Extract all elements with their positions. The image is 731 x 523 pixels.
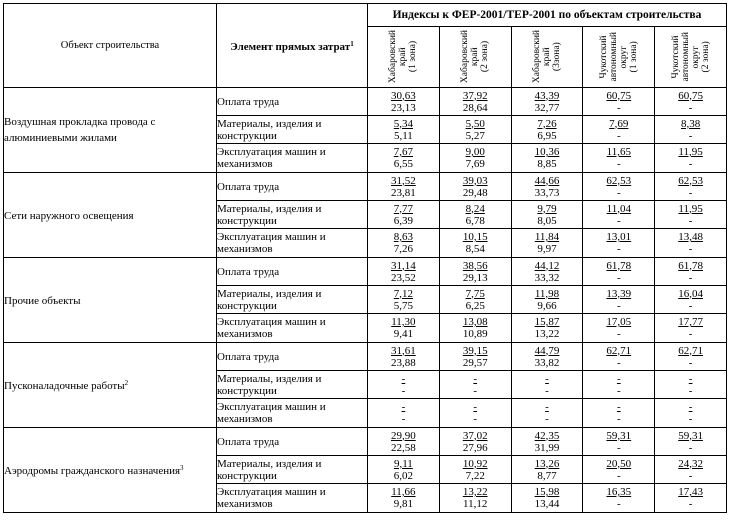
index-cell xyxy=(511,144,583,173)
index-value-lower: - xyxy=(616,158,621,170)
region-header xyxy=(583,27,655,88)
cost-element: Эксплуатация машин и механизмов xyxy=(217,399,368,428)
cost-element: Эксплуатация машин и механизмов xyxy=(217,314,368,343)
index-cell xyxy=(583,428,655,456)
index-cell xyxy=(511,343,583,371)
index-cell xyxy=(583,258,655,286)
index-value-upper: - xyxy=(473,401,478,413)
index-value-upper: 61,78 xyxy=(678,259,703,272)
index-value-lower: 27,96 xyxy=(462,441,488,454)
footnote-mark: 2 xyxy=(124,379,129,387)
index-value-upper: 61,78 xyxy=(606,259,632,272)
index-value-lower: 8,85 xyxy=(537,158,557,170)
index-value-lower: 9,81 xyxy=(393,498,414,510)
index-cell xyxy=(511,286,583,314)
index-cell xyxy=(439,173,511,201)
index-value-lower: - xyxy=(616,186,621,199)
index-cell xyxy=(439,399,511,428)
index-cell xyxy=(439,201,511,229)
index-value-lower: - xyxy=(473,413,478,425)
cost-element: Оплата труда xyxy=(217,428,368,456)
index-value-lower: 33,73 xyxy=(534,186,560,199)
index-value-upper: 7,75 xyxy=(465,287,485,300)
index-value-upper: - xyxy=(616,372,621,385)
index-value-upper: 37,92 xyxy=(462,89,488,102)
index-value-lower: 8,05 xyxy=(537,214,557,227)
cost-element: Материалы, изделия и конструкции xyxy=(217,201,368,229)
table-row xyxy=(4,343,727,371)
index-cell xyxy=(655,173,727,201)
index-value-lower: 28,64 xyxy=(462,101,488,114)
index-value-upper: - xyxy=(545,401,549,413)
index-cell xyxy=(583,343,655,371)
index-cell xyxy=(511,116,583,144)
index-value-upper: 60,75 xyxy=(678,89,703,102)
index-value-upper: 44,79 xyxy=(534,344,560,357)
object-name: Аэродромы гражданского назначения xyxy=(4,465,181,477)
index-value-upper: 31,14 xyxy=(391,259,416,272)
index-value-upper: 17,43 xyxy=(678,486,703,498)
index-value-lower: - xyxy=(688,328,693,340)
index-value-lower: - xyxy=(616,384,621,397)
index-value-upper: 11,98 xyxy=(534,287,560,300)
index-cell xyxy=(511,173,583,201)
index-value-upper: - xyxy=(473,372,478,385)
table-row xyxy=(4,88,727,116)
cost-element: Эксплуатация машин и механизмов xyxy=(217,484,368,513)
index-value-lower: 23,88 xyxy=(391,356,416,369)
index-cell xyxy=(655,314,727,343)
index-value-lower: 23,81 xyxy=(391,186,416,199)
index-value-lower: - xyxy=(616,498,621,510)
index-value-upper: 60,75 xyxy=(606,89,632,102)
object-name: Пусконаладочные работы xyxy=(4,380,125,392)
index-cell xyxy=(583,201,655,229)
index-value-lower: - xyxy=(616,328,621,340)
table-header xyxy=(4,4,727,88)
index-cell xyxy=(368,286,440,314)
region-label: Хабаровский край (1 зона) xyxy=(388,30,419,84)
index-cell xyxy=(439,428,511,456)
index-value-lower: 6,25 xyxy=(465,299,485,312)
index-cell xyxy=(439,456,511,484)
index-value-lower: - xyxy=(473,384,478,397)
index-value-upper: 11,84 xyxy=(534,231,560,243)
index-cell xyxy=(583,456,655,484)
cost-element: Оплата труда xyxy=(217,173,368,201)
index-cell xyxy=(655,201,727,229)
index-value-upper: 7,69 xyxy=(609,117,629,130)
index-value-upper: - xyxy=(545,372,549,385)
index-value-upper: 37,02 xyxy=(462,429,488,442)
index-value-lower: - xyxy=(688,356,693,369)
index-value-upper: 11,04 xyxy=(606,202,631,215)
footnote-mark: 3 xyxy=(180,464,184,472)
index-cell xyxy=(368,456,440,484)
cost-element: Материалы, изделия и конструкции xyxy=(217,371,368,399)
index-cell xyxy=(655,371,727,399)
index-cell xyxy=(368,371,440,399)
index-value-upper: 62,53 xyxy=(606,174,632,187)
index-value-upper: 62,71 xyxy=(606,344,632,357)
index-cell xyxy=(655,144,727,173)
object-column-header: Объект строительства xyxy=(4,4,217,88)
index-value-lower: - xyxy=(688,271,693,284)
index-cell xyxy=(583,371,655,399)
index-value-lower: 7,69 xyxy=(465,158,485,170)
index-value-upper: 30,63 xyxy=(391,89,416,102)
index-value-lower: - xyxy=(688,299,693,312)
index-value-lower: 31,99 xyxy=(534,441,560,454)
index-cell xyxy=(655,116,727,144)
index-value-lower: 6,55 xyxy=(393,158,414,170)
object-name-cell xyxy=(4,173,217,258)
index-cell xyxy=(583,229,655,258)
index-cell xyxy=(439,371,511,399)
index-value-lower: 10,89 xyxy=(462,328,488,340)
index-cell xyxy=(583,173,655,201)
index-value-upper: 10,15 xyxy=(462,231,488,243)
index-cell xyxy=(368,314,440,343)
index-value-upper: 17,05 xyxy=(606,316,632,328)
index-cell xyxy=(439,144,511,173)
element-column-header xyxy=(217,4,368,88)
index-cell xyxy=(368,173,440,201)
cost-element: Оплата труда xyxy=(217,88,368,116)
object-name: Воздушная прокладка провода с алюминиевыми жилами xyxy=(4,115,156,144)
index-value-upper: 13,01 xyxy=(606,231,632,243)
index-value-upper: 62,71 xyxy=(678,344,703,357)
index-value-lower: - xyxy=(401,413,406,425)
index-value-upper: 13,26 xyxy=(534,457,560,470)
index-value-lower: - xyxy=(688,498,693,510)
index-cell xyxy=(511,456,583,484)
index-value-upper: 44,66 xyxy=(534,174,560,187)
index-value-upper: 43,39 xyxy=(534,89,560,102)
index-cell xyxy=(655,456,727,484)
index-value-lower: 33,32 xyxy=(534,271,560,284)
index-value-lower: - xyxy=(545,413,549,425)
index-value-upper: 44,12 xyxy=(534,259,560,272)
region-header xyxy=(655,27,727,88)
index-cell xyxy=(368,428,440,456)
index-cell xyxy=(511,314,583,343)
index-value-upper: - xyxy=(688,372,693,385)
table-body xyxy=(4,88,727,513)
index-value-upper: 20,50 xyxy=(606,457,632,470)
index-value-upper: 10,92 xyxy=(462,457,488,470)
index-value-upper: 7,77 xyxy=(393,202,414,215)
table-row xyxy=(4,428,727,456)
index-value-upper: 7,67 xyxy=(393,146,414,158)
index-value-upper: 11,95 xyxy=(678,202,703,215)
index-value-upper: 59,31 xyxy=(606,429,632,442)
index-value-lower: - xyxy=(616,299,621,312)
index-value-lower: 13,22 xyxy=(534,328,560,340)
region-label: Чукотский автономный округ (1 зона) xyxy=(598,32,639,82)
index-value-lower: 7,26 xyxy=(393,243,414,255)
index-value-lower: - xyxy=(616,413,621,425)
index-value-upper: 42,35 xyxy=(534,429,560,442)
object-name-cell xyxy=(4,258,217,343)
index-cell xyxy=(655,88,727,116)
index-value-lower: - xyxy=(688,101,693,114)
cost-element: Оплата труда xyxy=(217,258,368,286)
index-value-upper: 13,22 xyxy=(462,486,488,498)
index-cell xyxy=(511,88,583,116)
index-cell xyxy=(439,88,511,116)
index-value-lower: - xyxy=(616,469,621,482)
index-value-lower: - xyxy=(688,441,693,454)
region-label: Хабаровский край (3зона) xyxy=(531,30,562,84)
index-cell xyxy=(511,371,583,399)
index-value-upper: 29,90 xyxy=(391,429,416,442)
index-value-lower: 5,27 xyxy=(465,129,485,142)
index-value-upper: 11,65 xyxy=(606,146,631,158)
index-cell xyxy=(368,484,440,513)
element-column-header-text: Элемент прямых затрат xyxy=(230,41,351,53)
index-cell xyxy=(655,484,727,513)
index-value-lower: 29,48 xyxy=(462,186,488,199)
footnote-mark: 1 xyxy=(350,40,354,48)
index-value-lower: 33,82 xyxy=(534,356,560,369)
index-cell xyxy=(368,343,440,371)
index-cell xyxy=(439,258,511,286)
index-cell xyxy=(368,201,440,229)
index-value-lower: - xyxy=(401,384,406,397)
index-value-upper: 59,31 xyxy=(678,429,703,442)
index-value-upper: 13,08 xyxy=(462,316,488,328)
index-value-upper: 7,26 xyxy=(537,117,557,130)
index-value-lower: - xyxy=(688,243,693,255)
region-header xyxy=(368,27,440,88)
index-value-lower: 32,77 xyxy=(534,101,560,114)
index-value-lower: - xyxy=(688,158,693,170)
index-value-upper: 7,12 xyxy=(393,287,414,300)
index-value-upper: 10,36 xyxy=(534,146,560,158)
index-cell xyxy=(583,116,655,144)
index-value-lower: - xyxy=(616,356,621,369)
index-value-lower: - xyxy=(688,186,693,199)
index-cell xyxy=(511,201,583,229)
index-value-lower: 22,58 xyxy=(391,441,416,454)
index-value-upper: 9,11 xyxy=(393,457,413,470)
index-cell xyxy=(655,343,727,371)
index-value-lower: 11,12 xyxy=(463,498,488,510)
index-value-lower: 5,75 xyxy=(393,299,414,312)
index-value-lower: 9,97 xyxy=(537,243,557,255)
cost-element: Оплата труда xyxy=(217,343,368,371)
index-value-upper: 13,39 xyxy=(606,287,632,300)
cost-element: Материалы, изделия и конструкции xyxy=(217,116,368,144)
index-value-upper: 8,24 xyxy=(465,202,485,215)
index-cell xyxy=(655,399,727,428)
index-cell xyxy=(655,229,727,258)
index-cell xyxy=(368,144,440,173)
index-value-lower: - xyxy=(616,271,621,284)
region-label: Чукотский автономный округ (2 зона) xyxy=(670,32,711,82)
index-cell xyxy=(655,258,727,286)
index-value-lower: - xyxy=(688,214,693,227)
index-value-lower: 7,22 xyxy=(465,469,485,482)
indices-table xyxy=(3,3,727,513)
index-value-upper: - xyxy=(401,372,406,385)
index-value-upper: 5,50 xyxy=(465,117,485,130)
index-value-upper: 11,66 xyxy=(391,486,416,498)
index-cell xyxy=(439,116,511,144)
index-value-upper: 9,79 xyxy=(537,202,557,215)
index-value-upper: - xyxy=(401,401,406,413)
index-value-upper: 15,98 xyxy=(534,486,560,498)
index-value-lower: 8,77 xyxy=(537,469,557,482)
index-value-upper: 8,63 xyxy=(393,231,414,243)
index-cell xyxy=(511,258,583,286)
index-cell xyxy=(368,116,440,144)
index-value-lower: - xyxy=(545,384,549,397)
index-cell xyxy=(439,484,511,513)
index-cell xyxy=(368,399,440,428)
index-value-lower: - xyxy=(616,214,621,227)
object-name-cell xyxy=(4,88,217,173)
indices-title: Индексы к ФЕР-2001/ТЕР-2001 по объектам строительства xyxy=(368,4,727,27)
index-cell xyxy=(439,229,511,258)
index-value-lower: 6,95 xyxy=(537,129,557,142)
table-row xyxy=(4,173,727,201)
cost-element: Материалы, изделия и конструкции xyxy=(217,456,368,484)
index-cell xyxy=(368,88,440,116)
index-value-lower: 23,52 xyxy=(391,271,416,284)
index-value-lower: - xyxy=(616,129,621,142)
object-name: Прочие объекты xyxy=(4,295,81,307)
index-value-lower: - xyxy=(616,441,621,454)
index-cell xyxy=(583,484,655,513)
index-value-lower: 23,13 xyxy=(391,101,416,114)
region-header xyxy=(511,27,583,88)
index-cell xyxy=(439,314,511,343)
cost-element: Материалы, изделия и конструкции xyxy=(217,286,368,314)
index-value-upper: 8,38 xyxy=(680,117,701,130)
index-value-upper: 24,32 xyxy=(678,457,703,470)
index-value-upper: 15,87 xyxy=(534,316,560,328)
index-value-upper: - xyxy=(688,401,693,413)
index-cell xyxy=(368,229,440,258)
index-value-lower: 9,66 xyxy=(537,299,557,312)
index-cell xyxy=(583,144,655,173)
index-value-upper: 9,00 xyxy=(465,146,485,158)
index-cell xyxy=(583,314,655,343)
index-value-upper: 13,48 xyxy=(678,231,703,243)
index-value-upper: 16,04 xyxy=(678,287,703,300)
index-value-upper: 39,15 xyxy=(462,344,488,357)
index-value-lower: 6,02 xyxy=(393,469,414,482)
index-value-upper: 16,35 xyxy=(606,486,632,498)
region-label: Хабаровский край (2 зона) xyxy=(460,30,491,84)
index-value-lower: - xyxy=(688,129,693,142)
index-value-upper: 11,95 xyxy=(678,146,703,158)
index-value-lower: - xyxy=(688,469,693,482)
index-value-lower: - xyxy=(688,384,693,397)
index-value-lower: 9,41 xyxy=(393,328,414,340)
object-name-cell xyxy=(4,343,217,428)
index-value-lower: 5,11 xyxy=(393,129,413,142)
index-value-lower: 29,13 xyxy=(462,271,488,284)
index-value-lower: - xyxy=(688,413,693,425)
index-value-upper: 5,34 xyxy=(393,117,414,130)
index-cell xyxy=(368,258,440,286)
index-value-upper: 17,77 xyxy=(678,316,703,328)
index-value-upper: - xyxy=(616,401,621,413)
index-cell xyxy=(583,286,655,314)
index-value-upper: 31,61 xyxy=(391,344,416,357)
index-value-upper: 62,53 xyxy=(678,174,703,187)
index-value-lower: 29,57 xyxy=(462,356,488,369)
index-cell xyxy=(655,428,727,456)
object-name-cell xyxy=(4,428,217,513)
index-cell xyxy=(583,399,655,428)
index-value-upper: 39,03 xyxy=(462,174,488,187)
index-cell xyxy=(511,484,583,513)
cost-element: Эксплуатация машин и механизмов xyxy=(217,229,368,258)
index-value-upper: 38,56 xyxy=(462,259,488,272)
index-value-lower: 8,54 xyxy=(465,243,485,255)
index-cell xyxy=(439,286,511,314)
index-value-lower: - xyxy=(616,101,621,114)
index-value-upper: 31,52 xyxy=(391,174,416,187)
index-value-lower: 6,39 xyxy=(393,214,414,227)
index-value-upper: 11,30 xyxy=(391,316,416,328)
region-header xyxy=(439,27,511,88)
index-cell xyxy=(439,343,511,371)
index-value-lower: - xyxy=(616,243,621,255)
index-cell xyxy=(583,88,655,116)
index-cell xyxy=(511,428,583,456)
table-row xyxy=(4,258,727,286)
index-cell xyxy=(655,286,727,314)
index-value-lower: 13,44 xyxy=(534,498,560,510)
cost-element: Эксплуатация машин и механизмов xyxy=(217,144,368,173)
index-value-lower: 6,78 xyxy=(465,214,485,227)
object-name: Сети наружного освещения xyxy=(4,210,134,222)
index-cell xyxy=(511,399,583,428)
index-cell xyxy=(511,229,583,258)
